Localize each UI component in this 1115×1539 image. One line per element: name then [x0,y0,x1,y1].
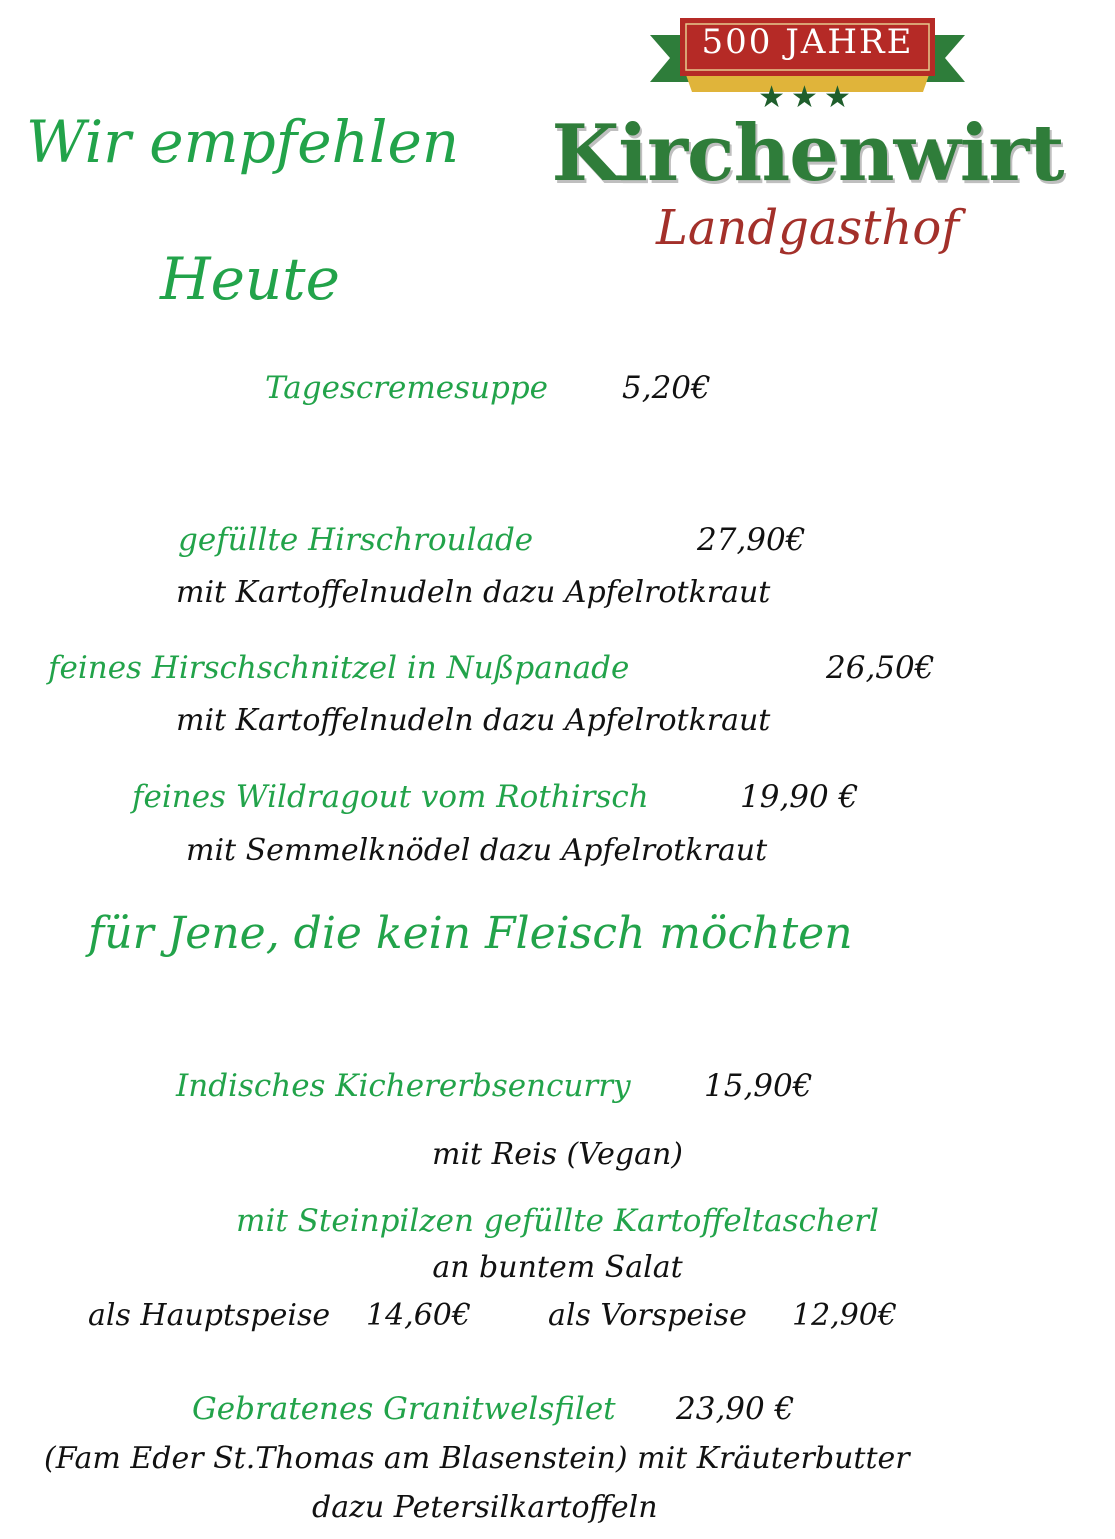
dish-name-soup: Tagescremesuppe [265,370,549,406]
dish-price-granitwelsfilet: 23,90 € [676,1391,795,1427]
dish-name-hirschschnitzel: feines Hirschschnitzel in Nußpanade [48,650,630,686]
label-hauptspeise: als Hauptspeise [88,1298,331,1333]
kirchenwirt-logo [545,10,1070,280]
dish-price-soup: 5,20€ [622,370,711,406]
logo-name: Kirchenwirt [551,108,1064,199]
section-heading-vegetarian: für Jene, die kein Fleisch möchten [88,908,853,959]
dish-name-wildragout: feines Wildragout vom Rothirsch [132,779,649,815]
dish-desc-kartoffeltascherl: an buntem Salat [432,1250,683,1285]
dish-desc-hirschroulade: mit Kartoffelnudeln dazu Apfelrotkraut [176,575,771,610]
dish-name-granitwelsfilet: Gebratenes Granitwelsfilet [192,1391,616,1427]
dish-desc-wildragout: mit Semmelknödel dazu Apfelrotkraut [186,833,768,868]
dish-desc-hirschschnitzel: mit Kartoffelnudeln dazu Apfelrotkraut [176,703,771,738]
dish-desc-granitwelsfilet-line1: (Fam Eder St.Thomas am Blasenstein) mit Kräuterbutter [44,1441,910,1476]
logo-stars: ★★★ [758,80,857,115]
logo-banner-text: 500 JAHRE [701,22,914,62]
dish-price-hirschschnitzel: 26,50€ [826,650,935,686]
price-vorspeise: 12,90€ [792,1298,897,1333]
logo-subtitle: Landgasthof [656,200,959,256]
price-hauptspeise: 14,60€ [366,1298,471,1333]
dish-price-curry: 15,90€ [704,1068,813,1104]
dish-desc-granitwelsfilet-line2: dazu Petersilkartoffeln [312,1490,658,1525]
dish-price-wildragout: 19,90 € [740,779,859,815]
dish-desc-curry: mit Reis (Vegan) [432,1137,683,1172]
page-title-line2: Heute [160,245,340,313]
dish-price-hirschroulade: 27,90€ [697,522,806,558]
dish-name-curry: Indisches Kichererbsencurry [176,1068,631,1104]
dish-name-kartoffeltascherl: mit Steinpilzen gefüllte Kartoffeltascherl [236,1203,879,1239]
page-title-line1: Wir empfehlen [26,108,460,176]
dish-name-hirschroulade: gefüllte Hirschroulade [178,522,534,558]
label-vorspeise: als Vorspeise [548,1298,747,1333]
